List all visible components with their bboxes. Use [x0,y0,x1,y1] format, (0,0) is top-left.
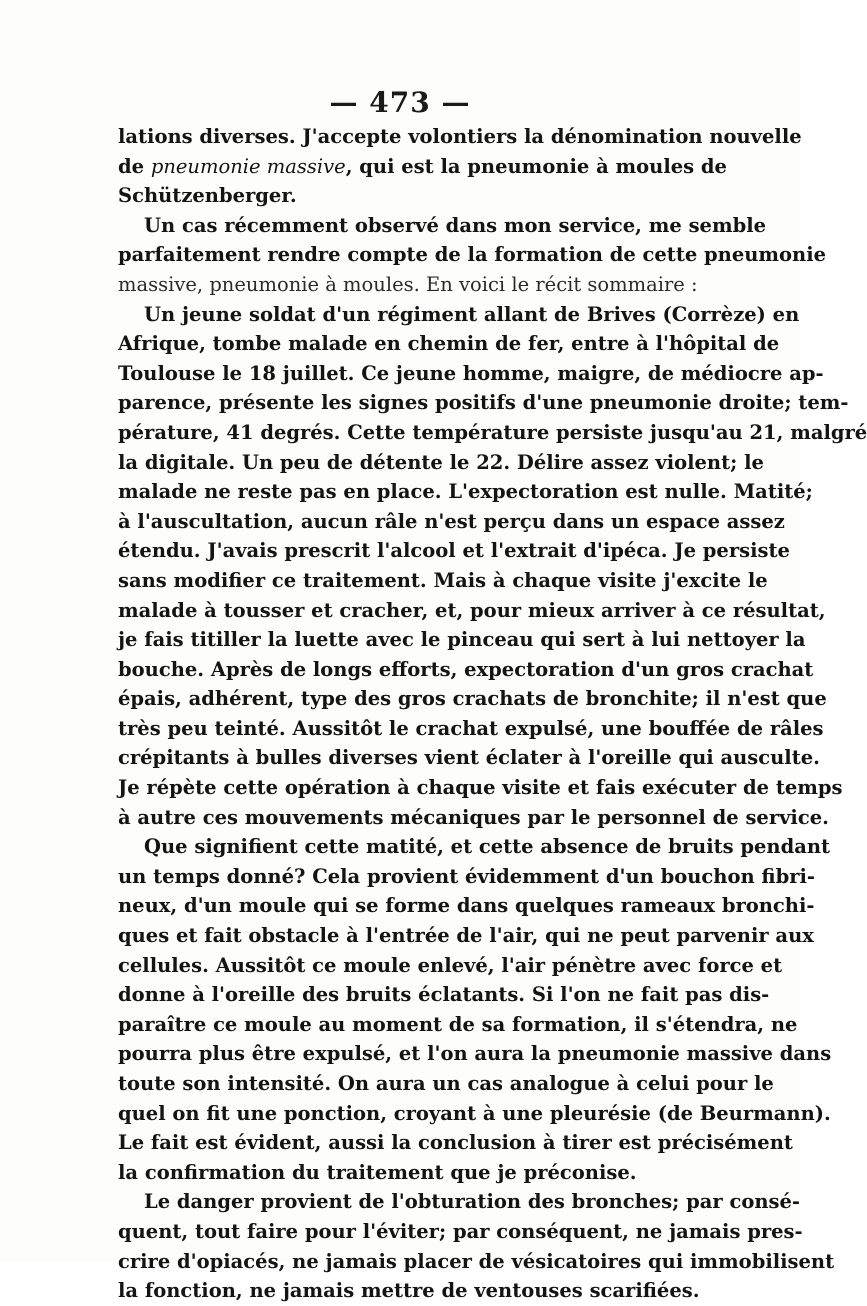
text-line: Je répète cette opération à chaque visite et fais exécuter de temps [118,776,843,800]
text-line: Un cas récemment observé dans mon service, me semble [144,213,767,237]
text-line: Schützenberger. [118,184,297,208]
text-line: cellules. Aussitôt ce moule enlevé, l'air pénètre avec force et [118,953,783,977]
text-line: lations diverses. J'accepte volontiers la dénomination nouvelle [118,125,802,148]
text-line: Que signifient cette matité, et cette absence de bruits pendant [144,835,831,859]
text-line: massive, pneumonie à moules. En voici le récit sommaire : [118,272,698,296]
text-line: Un jeune soldat d'un régiment allant de Brives (Corrèze) en [144,302,800,326]
text-line: étendu. J'avais prescrit l'alcool et l'extrait d'ipéca. Je persiste [118,539,790,563]
text-line: à autre ces mouvements mécaniques par le personnel de service. [118,805,829,829]
text-line: à l'auscultation, aucun râle n'est perçu dans un espace assez [118,509,785,533]
text-line: ques et fait obstacle à l'entrée de l'air, qui ne peut parvenir aux [118,924,814,948]
text-line: Le fait est évident, aussi la conclusion à tirer est précisément [118,1131,793,1155]
text-line: sans modifier ce traitement. Mais à chaque visite j'excite le [118,568,768,592]
text-line: quel on fit une ponction, croyant à une pleurésie (de Beurmann). [118,1101,831,1125]
text-fragment: de [118,154,151,178]
text-line: épais, adhérent, type des gros crachats de bronchite; il n'est que [118,687,827,711]
text-line: crire d'opiacés, ne jamais placer de vésicatoires qui immobilisent [118,1249,835,1273]
text-line: pourra plus être expulsé, et l'on aura la pneumonie massive dans [118,1042,832,1066]
text-line: quent, tout faire pour l'éviter; par conséquent, ne jamais pres- [118,1219,803,1243]
text-line: parence, présente les signes positifs d'une pneumonie droite; tem- [118,391,849,415]
text-line: paraître ce moule au moment de sa formation, il s'étendra, ne [118,1012,798,1036]
text-line: la confirmation du traitement que je préconise. [118,1160,637,1184]
text-line: très peu teinté. Aussitôt le crachat expulsé, une bouffée de râles [118,716,824,740]
text-line: crépitants à bulles diverses vient éclater à l'oreille qui ausculte. [118,746,820,770]
text-line: Afrique, tombe malade en chemin de fer, entre à l'hôpital de [118,332,780,356]
text-fragment: , qui est la pneumonie à moules de [345,154,727,178]
text-line: je fais titiller la luette avec le pinceau qui sert à lui nettoyer la [118,628,806,652]
text-line [118,152,727,182]
text-line: donne à l'oreille des bruits éclatants. Si l'on ne fait pas dis- [118,983,770,1007]
text-line: Toulouse le 18 juillet. Ce jeune homme, maigre, de médiocre ap- [118,361,824,385]
text-line: neux, d'un moule qui se forme dans quelques rameaux bronchi- [118,894,815,918]
text-line: Le danger provient de l'obturation des bronches; par consé- [144,1190,801,1214]
text-line: toute son intensité. On aura un cas analogue à celui pour le [118,1072,774,1095]
text-line: parfaitement rendre compte de la formation de cette pneumonie [118,243,827,267]
text-line: la digitale. Un peu de détente le 22. Délire assez violent; le [118,450,764,474]
text-line: la fonction, ne jamais mettre de ventouses scarifiées. [118,1279,700,1303]
page-number: — 473 — [329,86,471,119]
italic-term: pneumonie massive [150,154,346,178]
text-line: un temps donné? Cela provient évidemment d'un bouchon fibri- [118,864,816,888]
text-line: pérature, 41 degrés. Cette température persiste jusqu'au 21, malgré [118,420,867,444]
text-line: malade ne reste pas en place. L'expectoration est nulle. Matité; [118,480,813,504]
body-text [118,122,867,1306]
text-line: malade à tousser et cracher, et, pour mieux arriver à ce résultat, [118,598,826,622]
text-line: bouche. Après de longs efforts, expectoration d'un gros crachat [118,657,814,681]
